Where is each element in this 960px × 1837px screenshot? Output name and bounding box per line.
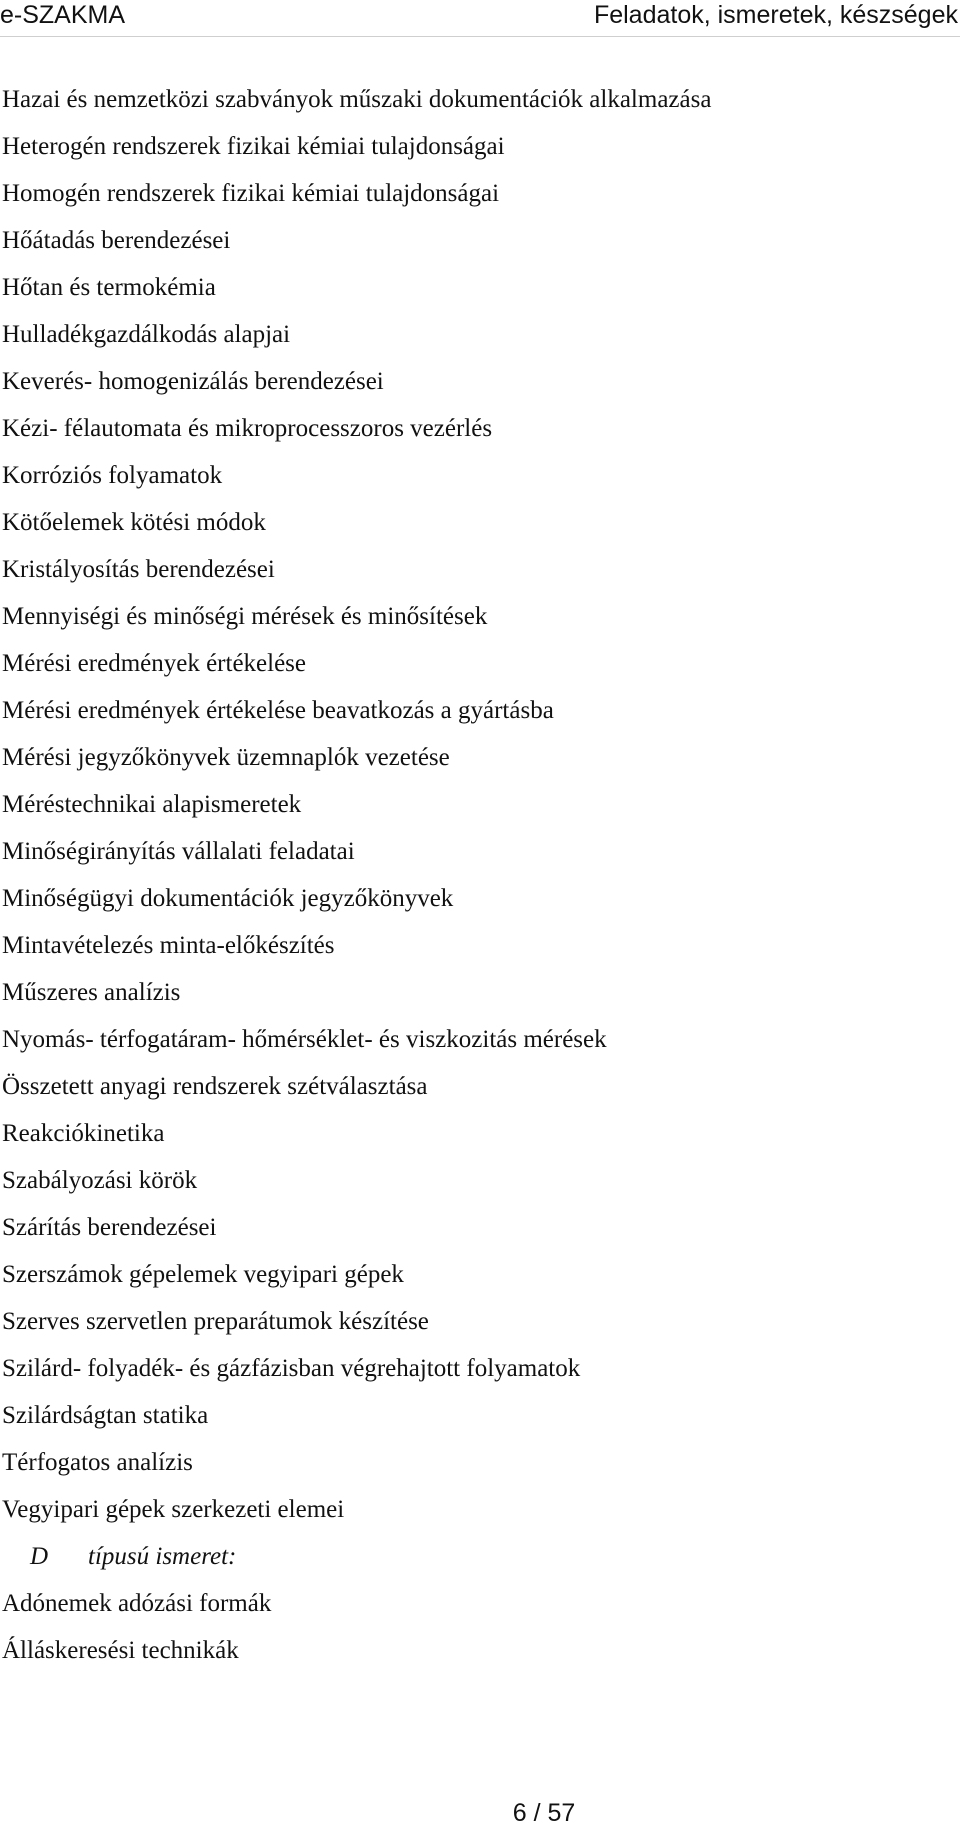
- page-header: [0, 0, 960, 40]
- list-item: Heterogén rendszerek fizikai kémiai tulajdonságai: [2, 133, 505, 160]
- list-item: Méréstechnikai alapismeretek: [2, 791, 302, 818]
- list-item: Szárítás berendezései: [2, 1214, 217, 1241]
- list-item: Kézi- félautomata és mikroprocesszoros vezérlés: [2, 415, 493, 442]
- list-item: Műszeres analízis: [2, 979, 181, 1006]
- list-item: Kristályosítás berendezései: [2, 556, 275, 583]
- list-item: Mérési jegyzőkönyvek üzemnaplók vezetése: [2, 744, 450, 771]
- type-heading-label: típusú ismeret:: [88, 1543, 237, 1570]
- list-item: Adónemek adózási formák: [2, 1590, 272, 1617]
- type-heading-letter: D: [30, 1543, 49, 1570]
- header-brand: e-SZAKMA: [0, 1, 126, 29]
- header-divider: [0, 36, 960, 37]
- list-item: Mennyiségi és minőségi mérések és minősítések: [2, 603, 488, 630]
- list-item: Reakciókinetika: [2, 1120, 165, 1147]
- list-item: Mintavételezés minta-előkészítés: [2, 932, 335, 959]
- list-item: Összetett anyagi rendszerek szétválasztása: [2, 1073, 428, 1100]
- page-footer: [0, 1796, 960, 1830]
- list-item: Hulladékgazdálkodás alapjai: [2, 321, 291, 348]
- list-item: Vegyipari gépek szerkezeti elemei: [2, 1496, 345, 1523]
- list-item: Korróziós folyamatok: [2, 462, 223, 489]
- list-item: Hőtan és termokémia: [2, 274, 216, 301]
- list-item: Mérési eredmények értékelése beavatkozás a gyártásba: [2, 697, 554, 724]
- type-heading: [2, 1533, 711, 1580]
- list-item: Álláskeresési technikák: [2, 1637, 239, 1664]
- list-item: Homogén rendszerek fizikai kémiai tulajdonságai: [2, 180, 500, 207]
- list-item: Hazai és nemzetközi szabványok műszaki dokumentációk alkalmazása: [2, 86, 712, 113]
- header-section-title: Feladatok, ismeretek, készségek: [593, 1, 958, 29]
- knowledge-list: [2, 76, 711, 1674]
- list-item: Szerves szervetlen preparátumok készítése: [2, 1308, 429, 1335]
- list-item: Szabályozási körök: [2, 1167, 198, 1194]
- list-item: Nyomás- térfogatáram- hőmérséklet- és viszkozitás mérések: [2, 1026, 607, 1053]
- list-item: Minőségirányítás vállalati feladatai: [2, 838, 355, 865]
- list-item: Szilárdságtan statika: [2, 1402, 209, 1429]
- list-item: Kötőelemek kötési módok: [2, 509, 266, 536]
- list-item: Térfogatos analízis: [2, 1449, 193, 1476]
- list-item: Mérési eredmények értékelése: [2, 650, 307, 677]
- list-item: Szilárd- folyadék- és gázfázisban végrehajtott folyamatok: [2, 1355, 581, 1382]
- list-item: Keverés- homogenizálás berendezései: [2, 368, 384, 395]
- list-item: Szerszámok gépelemek vegyipari gépek: [2, 1261, 404, 1288]
- list-item: Hőátadás berendezései: [2, 227, 231, 254]
- list-item: Minőségügyi dokumentációk jegyzőkönyvek: [2, 885, 454, 912]
- page-number: 6 / 57: [512, 1799, 576, 1827]
